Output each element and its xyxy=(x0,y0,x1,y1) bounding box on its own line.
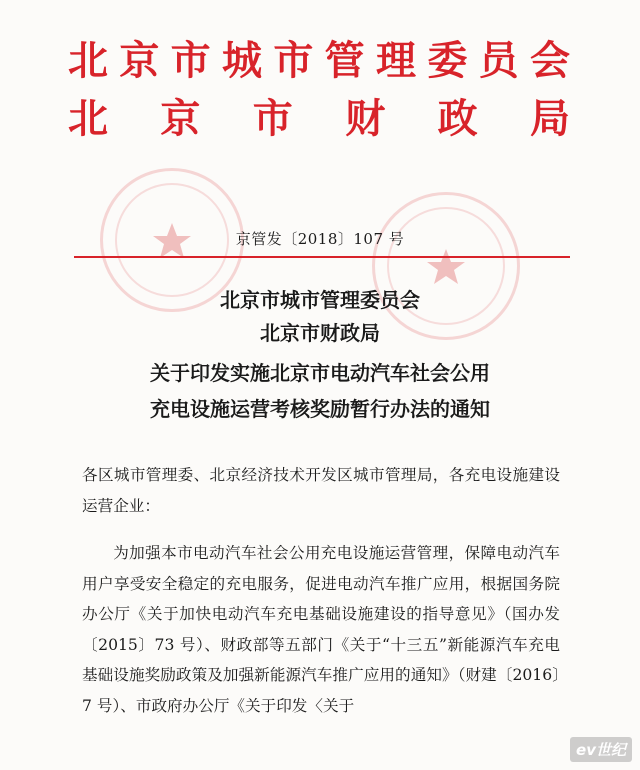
title-line-2: 北京市财政局 xyxy=(260,321,380,345)
official-seal-right xyxy=(372,192,520,340)
salutation: 各区城市管理委、北京经济技术开发区城市管理局，各充电设施建设运营企业： xyxy=(82,466,560,515)
title-line-4: 充电设施运营考核奖励暂行办法的通知 xyxy=(150,397,490,421)
title-line-3: 关于印发实施北京市电动汽车社会公用 xyxy=(150,361,490,385)
issuing-authority-header-1: 北京市城市管理委员会 xyxy=(68,38,572,84)
red-divider xyxy=(74,256,570,258)
document-number: 京管发〔2018〕107 号 xyxy=(235,230,405,248)
body-paragraph: 为加强本市电动汽车社会公用充电设施运营管理，保障电动汽车用户享受安全稳定的充电服务，促进电动汽车推广应用，根据国务院办公厅《关于加快电动汽车充电基础设施建设的指导意见》（国办发〔2015〕73 号）、财政部等五部门《关于“十三五”新能源汽车充电基础设施奖励政策及加强新能源汽车推广应用的通知》（财建〔2016〕7 号）、市政府办公厅《关于印发〈关于 xyxy=(82,544,560,715)
issuing-authority-header-2: 北 京 市 财 政 局 xyxy=(68,96,572,142)
title-line-1: 北京市城市管理委员会 xyxy=(220,288,420,312)
site-watermark: ev世纪 xyxy=(570,737,632,762)
seal-star-icon xyxy=(375,195,517,337)
